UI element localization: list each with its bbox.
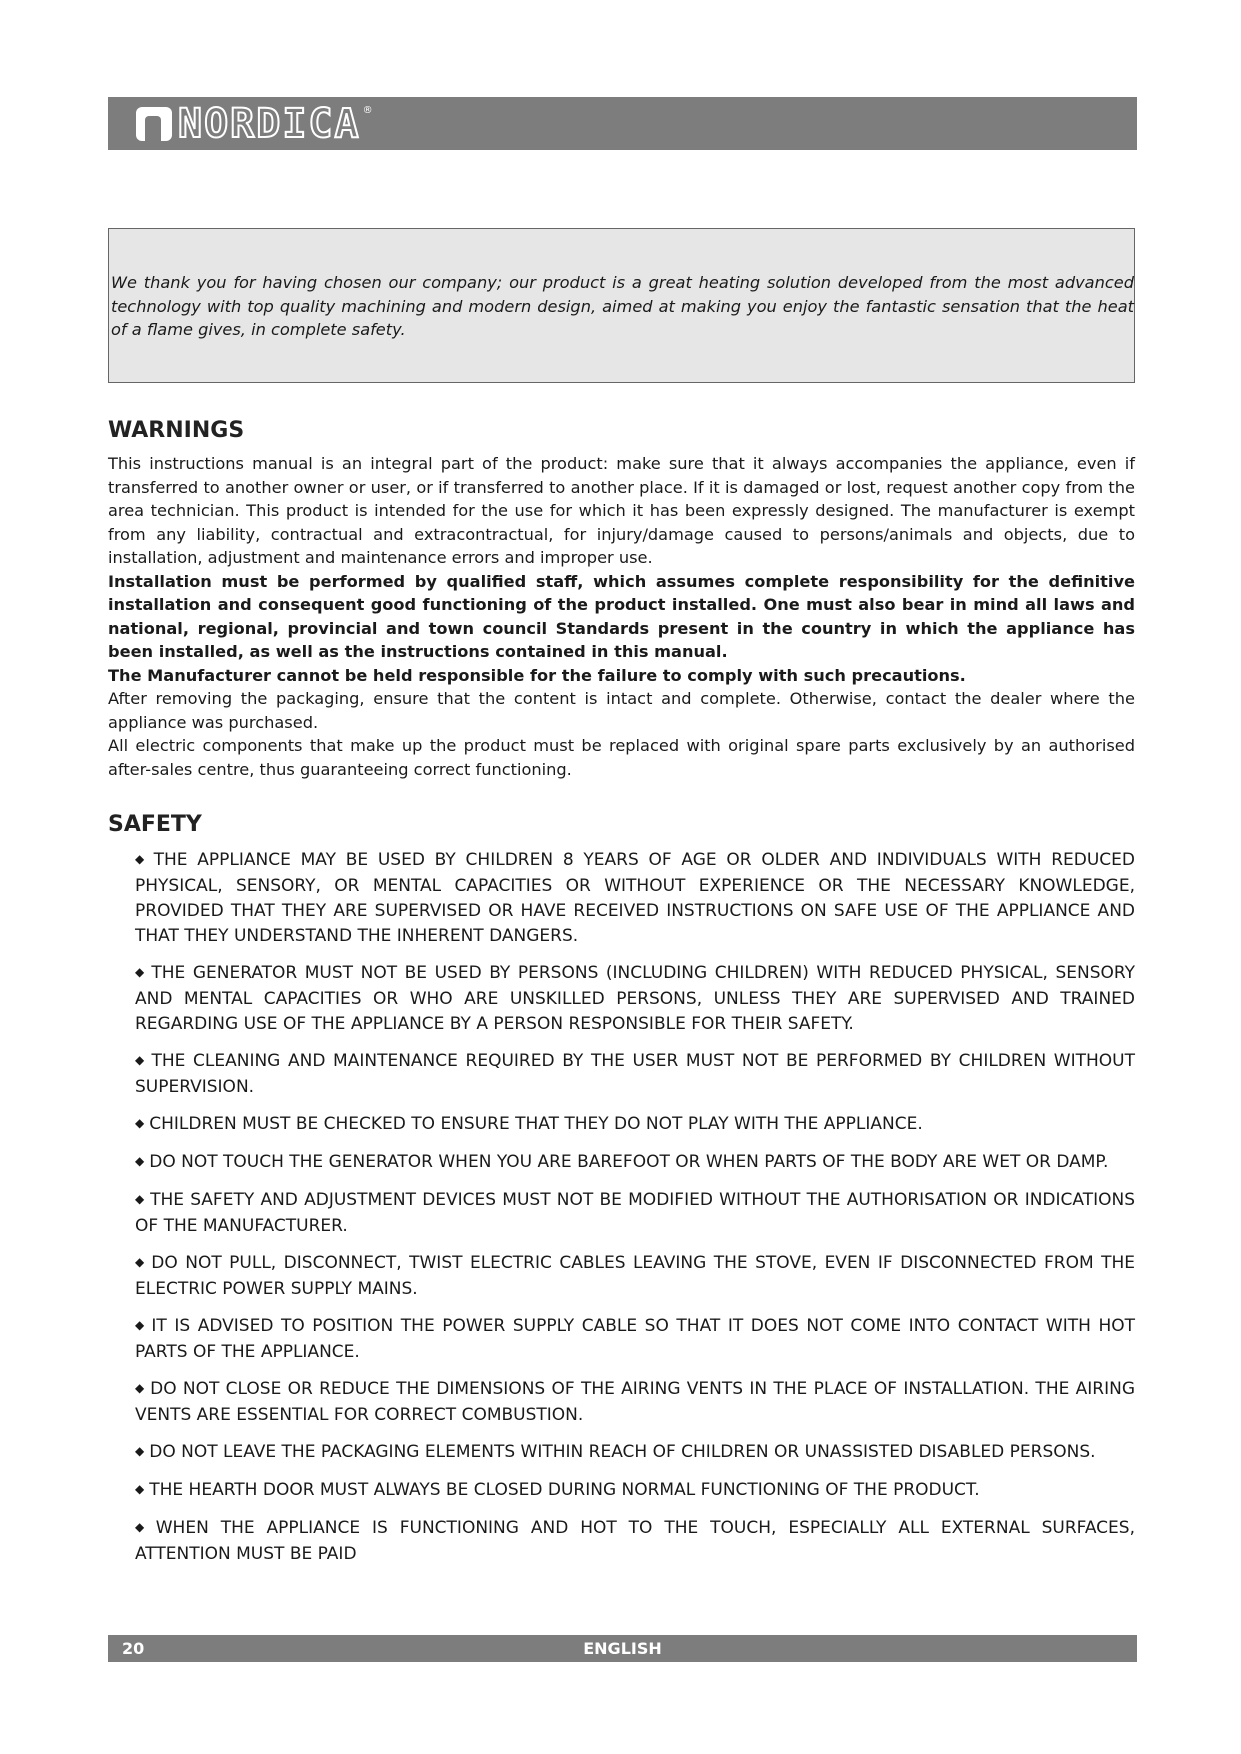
warnings-heading: WARNINGS xyxy=(108,418,245,443)
diamond-bullet-icon: ◆ xyxy=(135,1482,145,1496)
logo-mark-icon xyxy=(136,107,172,141)
safety-item: ◆ DO NOT LEAVE THE PACKAGING ELEMENTS WITHIN REACH OF CHILDREN OR UNASSISTED DISABLED PERSONS. xyxy=(135,1442,1096,1462)
warnings-bold-paragraph: Installation must be performed by qualified staff, which assumes complete responsibility for the definitive installation and consequent good functioning of the product installed. One must also bear in mind all laws and national, regional, provincial and town council Standards present in the country in which the appliance has been installed, as well as the instructions contained in this manual. xyxy=(108,571,1135,661)
safety-item: ◆ THE APPLIANCE MAY BE USED BY CHILDREN 8 YEARS OF AGE OR OLDER AND INDIVIDUALS WITH REDUCED PHYSICAL, SENSORY, OR MENTAL CAPACITIES OR WITHOUT EXPERIENCE OR THE NECESSARY KNOWLEDGE, PROVIDED THAT THEY ARE SUPERVISED OR HAVE RECEIVED INSTRUCTIONS ON SAFE USE OF THE APPLIANCE AND THAT THEY UNDERSTAND THE INHERENT DANGERS. xyxy=(135,850,1136,946)
safety-item: ◆ THE HEARTH DOOR MUST ALWAYS BE CLOSED DURING NORMAL FUNCTIONING OF THE PRODUCT. xyxy=(135,1480,980,1500)
safety-item: ◆ DO NOT PULL, DISCONNECT, TWIST ELECTRIC CABLES LEAVING THE STOVE, EVEN IF DISCONNECTED FROM THE ELECTRIC POWER SUPPLY MAINS. xyxy=(135,1253,1135,1299)
diamond-bullet-icon: ◆ xyxy=(135,1444,145,1458)
safety-heading: SAFETY xyxy=(108,812,202,837)
diamond-bullet-icon: ◆ xyxy=(135,1053,147,1067)
safety-item: ◆ CHILDREN MUST BE CHECKED TO ENSURE THAT THEY DO NOT PLAY WITH THE APPLIANCE. xyxy=(135,1114,923,1134)
logo-text: NORDICA xyxy=(178,101,361,147)
diamond-bullet-icon: ◆ xyxy=(135,1116,145,1130)
diamond-bullet-icon: ◆ xyxy=(135,1318,147,1332)
diamond-bullet-icon: ◆ xyxy=(135,965,147,979)
warnings-paragraph: This instructions manual is an integral part of the product: make sure that it always accompanies the appliance, even if transferred to another owner or user, or if transferred to another place. If it is damaged or lost, request another copy from the area technician. This product is intended for the use for which it has been expressly designed. The manufacturer is exempt from any liability, contractual and extracontractual, for injury/damage caused to persons/animals and objects, due to installation, adjustment and maintenance errors and improper use. xyxy=(108,454,1135,567)
safety-item: ◆ THE CLEANING AND MAINTENANCE REQUIRED BY THE USER MUST NOT BE PERFORMED BY CHILDREN WITHOUT SUPERVISION. xyxy=(135,1051,1136,1097)
warnings-bold-paragraph: The Manufacturer cannot be held responsible for the failure to comply with such precautions. xyxy=(108,665,966,685)
registered-mark: ® xyxy=(362,105,373,116)
header-bar xyxy=(108,97,1137,150)
safety-item: ◆ DO NOT TOUCH THE GENERATOR WHEN YOU ARE BAREFOOT OR WHEN PARTS OF THE BODY ARE WET OR DAMP. xyxy=(135,1152,1109,1172)
language-label: ENGLISH xyxy=(583,1639,662,1658)
safety-item: ◆ DO NOT CLOSE OR REDUCE THE DIMENSIONS OF THE AIRING VENTS IN THE PLACE OF INSTALLATION. THE AIRING VENTS ARE ESSENTIAL FOR CORRECT COMBUSTION. xyxy=(135,1379,1135,1425)
safety-item: ◆ THE GENERATOR MUST NOT BE USED BY PERSONS (INCLUDING CHILDREN) WITH REDUCED PHYSICAL, SENSORY AND MENTAL CAPACITIES OR WHO ARE UNSKILLED PERSONS, UNLESS THEY ARE SUPERVISED AND TRAINED REGARDING USE OF THE APPLIANCE BY A PERSON RESPONSIBLE FOR THEIR SAFETY. xyxy=(135,963,1135,1034)
diamond-bullet-icon: ◆ xyxy=(135,1520,151,1534)
diamond-bullet-icon: ◆ xyxy=(135,852,149,866)
brand-logo xyxy=(136,103,373,145)
intro-text: We thank you for having chosen our company; our product is a great heating solution developed from the most advanced technology with top quality machining and modern design, aimed at making you enjoy the fantastic sensation that the heat of a flame gives, in complete safety. xyxy=(111,273,1134,339)
safety-item: ◆ WHEN THE APPLIANCE IS FUNCTIONING AND HOT TO THE TOUCH, ESPECIALLY ALL EXTERNAL SURFACES, ATTENTION MUST BE PAID xyxy=(135,1518,1135,1564)
warnings-body xyxy=(108,452,1135,781)
intro-box xyxy=(108,228,1135,383)
page-number: 20 xyxy=(122,1639,145,1658)
safety-list xyxy=(135,848,1135,1579)
diamond-bullet-icon: ◆ xyxy=(135,1255,147,1269)
diamond-bullet-icon: ◆ xyxy=(135,1192,146,1206)
footer-bar xyxy=(108,1635,1137,1662)
safety-item: ◆ IT IS ADVISED TO POSITION THE POWER SUPPLY CABLE SO THAT IT DOES NOT COME INTO CONTACT WITH HOT PARTS OF THE APPLIANCE. xyxy=(135,1316,1135,1362)
warnings-paragraph: After removing the packaging, ensure that the content is intact and complete. Otherwise, contact the dealer where the appliance was purchased. xyxy=(108,689,1135,732)
diamond-bullet-icon: ◆ xyxy=(135,1154,145,1168)
warnings-paragraph: All electric components that make up the product must be replaced with original spare parts exclusively by an authorised after-sales centre, thus guaranteeing correct functioning. xyxy=(108,736,1135,779)
diamond-bullet-icon: ◆ xyxy=(135,1381,146,1395)
safety-item: ◆ THE SAFETY AND ADJUSTMENT DEVICES MUST NOT BE MODIFIED WITHOUT THE AUTHORISATION OR INDICATIONS OF THE MANUFACTURER. xyxy=(135,1190,1136,1236)
